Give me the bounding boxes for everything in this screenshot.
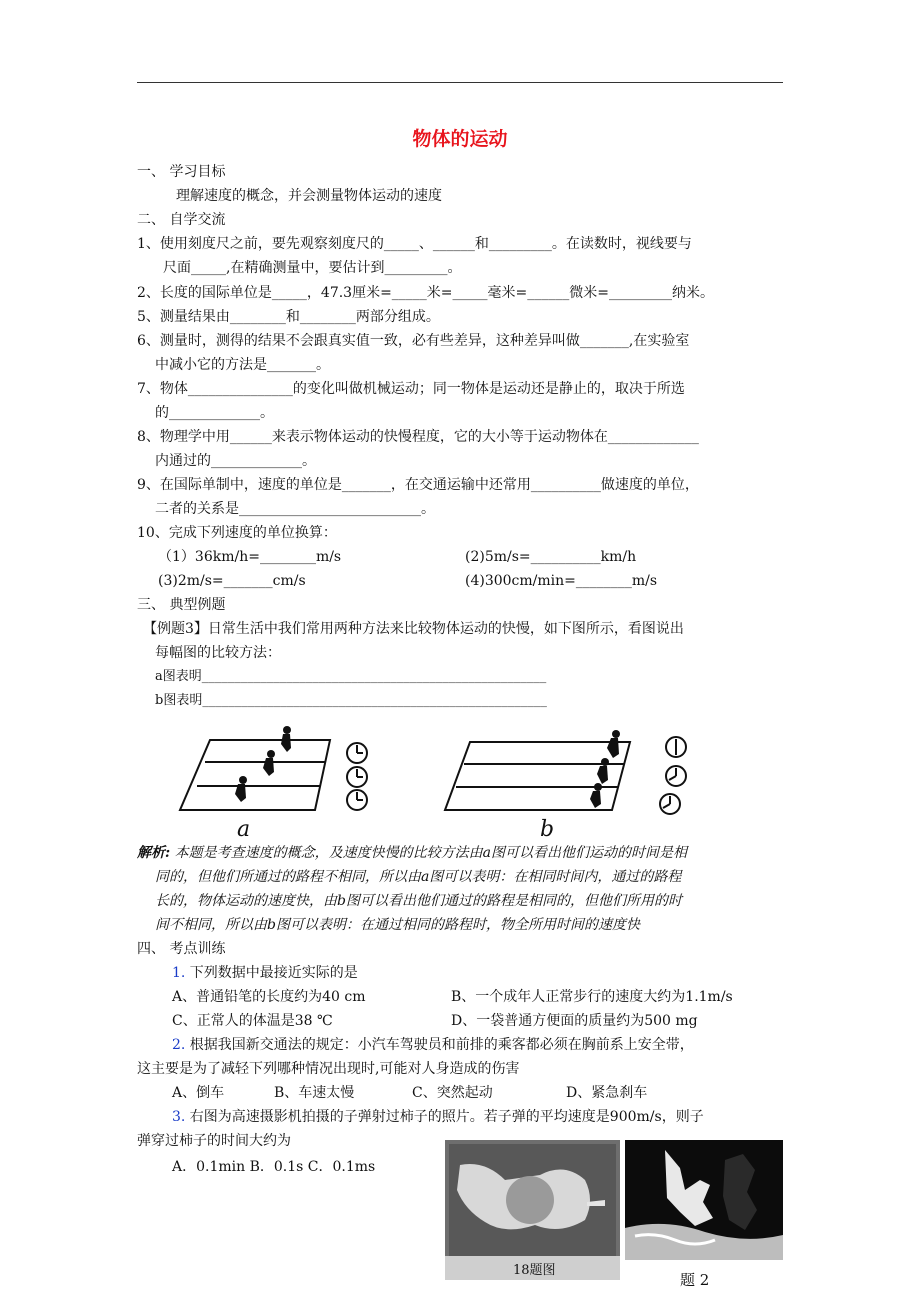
figure-a — [175, 722, 375, 842]
question-10-item-2: (2)5m/s=__________km/h — [465, 549, 637, 565]
question-1-line-1: 1、使用刻度尺之前，要先观察刻度尺的_____、______和_________。在读数时，视线要与 — [137, 236, 692, 252]
section-1-text: 理解速度的概念，并会测量物体运动的速度 — [176, 188, 442, 204]
analysis-label: 解析: — [137, 845, 171, 861]
question-10-item-4: (4)300cm/min=________m/s — [465, 573, 658, 589]
question-8-line-2: 内通过的_____________。 — [155, 453, 316, 469]
question-8-line-1: 8、物理学中用______来表示物体运动的快慢程度，它的大小等于运动物体在_____________ — [137, 429, 699, 445]
question-2: 2、长度的国际单位是_____，47.3厘米=_____米=_____毫米=______微米=_________纳米。 — [137, 285, 714, 301]
runner-figure — [235, 776, 247, 802]
runner-figure — [607, 730, 620, 758]
example-line-2: 每幅图的比较方法： — [155, 645, 281, 661]
analysis-line-1 — [137, 843, 687, 863]
example-line-1: 【例题3】日常生活中我们常用两种方法来比较物体运动的快慢，如下图所示，看图说出 — [143, 621, 684, 637]
clock-icon — [660, 737, 686, 814]
test-3-question-line-2: 弹穿过柿子的时间大约为 — [137, 1133, 291, 1149]
test-3-question-line-1 — [172, 1107, 704, 1127]
test-1-text: 下列数据中最接近实际的是 — [185, 965, 358, 981]
example-answer-a: a图表明_____________________________________________________ — [155, 669, 547, 684]
section-3-heading: 三、 典型例题 — [137, 597, 226, 613]
analysis-line-3: 长的，物体运动的速度快，由b图可以看出他们通过的路程是相同的，但他们所用的时 — [155, 893, 682, 909]
runner-figure — [281, 726, 291, 752]
test-2-question-line-2: 这主要是为了减轻下列哪种情况出现时,可能对人身造成的伤害 — [137, 1061, 520, 1077]
kangaroo-photo — [625, 1140, 783, 1260]
test-3-text: 右图为高速摄影机拍摄的子弹射过柿子的照片。若子弹的平均速度是900m/s，则子 — [185, 1109, 704, 1125]
kangaroo-photo-image — [625, 1140, 783, 1260]
test-1-number: 1. — [172, 965, 186, 981]
question-9-line-1: 9、在国际单制中，速度的单位是_______，在交通运输中还常用__________做速度的单位， — [137, 477, 699, 493]
test-2-question-line-1 — [172, 1035, 694, 1055]
analysis-line-4: 间不相同，所以由b图可以表明：在通过相同的路程时，物全所用时间的速度快 — [155, 917, 640, 933]
question-7-line-2: 的_____________。 — [155, 405, 274, 421]
photo-2-caption: 题 2 — [680, 1271, 710, 1289]
question-1-line-2: 尺面_____,在精确测量中，要估计到_________。 — [163, 260, 462, 276]
section-2-heading: 二、 自学交流 — [137, 212, 226, 228]
bullet-photo-image — [445, 1140, 620, 1280]
test-1-option-b: B、一个成年人正常步行的速度大约为1.1m/s — [451, 989, 733, 1005]
test-2-number: 2. — [172, 1037, 186, 1053]
analysis-text-1: 本题是考查速度的概念，及速度快慢的比较方法由a图可以看出他们运动的时间是相 — [170, 845, 687, 861]
question-9-line-2: 二者的关系是__________________________。 — [155, 501, 435, 517]
question-10-item-3: (3)2m/s=_______cm/s — [158, 573, 306, 589]
test-2-option-a: A、倒车 — [172, 1085, 225, 1101]
bullet-photo-caption: 18题图 — [513, 1263, 556, 1278]
clock-icon — [347, 743, 367, 810]
example-answer-b: b图表明_____________________________________________________ — [155, 693, 547, 708]
test-3-options: A．0.1min B．0.1s C．0.1ms — [172, 1159, 376, 1175]
section-4-heading: 四、 考点训练 — [137, 941, 226, 957]
figure-b-label: b — [540, 817, 555, 842]
test-1-question — [172, 963, 358, 983]
question-5: 5、测量结果由________和________两部分组成。 — [137, 309, 440, 325]
figure-b — [440, 722, 700, 842]
figure-a-label: a — [237, 817, 251, 842]
test-2-option-b: B、车速太慢 — [274, 1085, 355, 1101]
test-1-option-a: A、普通铅笔的长度约为40 cm — [172, 989, 366, 1005]
test-2-option-c: C、突然起动 — [412, 1085, 493, 1101]
test-1-option-d: D、一袋普通方便面的质量约为500 mg — [451, 1013, 698, 1029]
test-2-text: 根据我国新交通法的规定：小汽车驾驶员和前排的乘客都必须在胸前系上安全带， — [185, 1037, 694, 1053]
question-6-line-1: 6、测量时，测得的结果不会跟真实值一致，必有些差异，这种差异叫做_______,在实验室 — [137, 333, 690, 349]
question-10: 10、完成下列速度的单位换算： — [137, 525, 337, 541]
section-1-heading: 一、 学习目标 — [137, 164, 226, 180]
test-2-option-d: D、紧急刹车 — [566, 1085, 648, 1101]
top-rule — [137, 82, 783, 83]
bullet-photo — [445, 1140, 620, 1280]
runner-figure — [263, 750, 275, 776]
question-6-line-2: 中减小它的方法是_______。 — [155, 357, 330, 373]
page-title: 物体的运动 — [412, 128, 508, 150]
runner-figure — [597, 758, 609, 784]
test-1-option-c: C、正常人的体温是38 ℃ — [172, 1013, 333, 1029]
question-10-item-1: （1）36km/h=________m/s — [158, 549, 342, 565]
analysis-line-2: 同的，但他们所通过的路程不相同，所以由a图可以表明：在相同时间内，通过的路程 — [155, 869, 682, 885]
test-3-number: 3. — [172, 1109, 186, 1125]
question-7-line-1: 7、物体_______________的变化叫做机械运动；同一物体是运动还是静止的，取决于所选 — [137, 381, 685, 397]
